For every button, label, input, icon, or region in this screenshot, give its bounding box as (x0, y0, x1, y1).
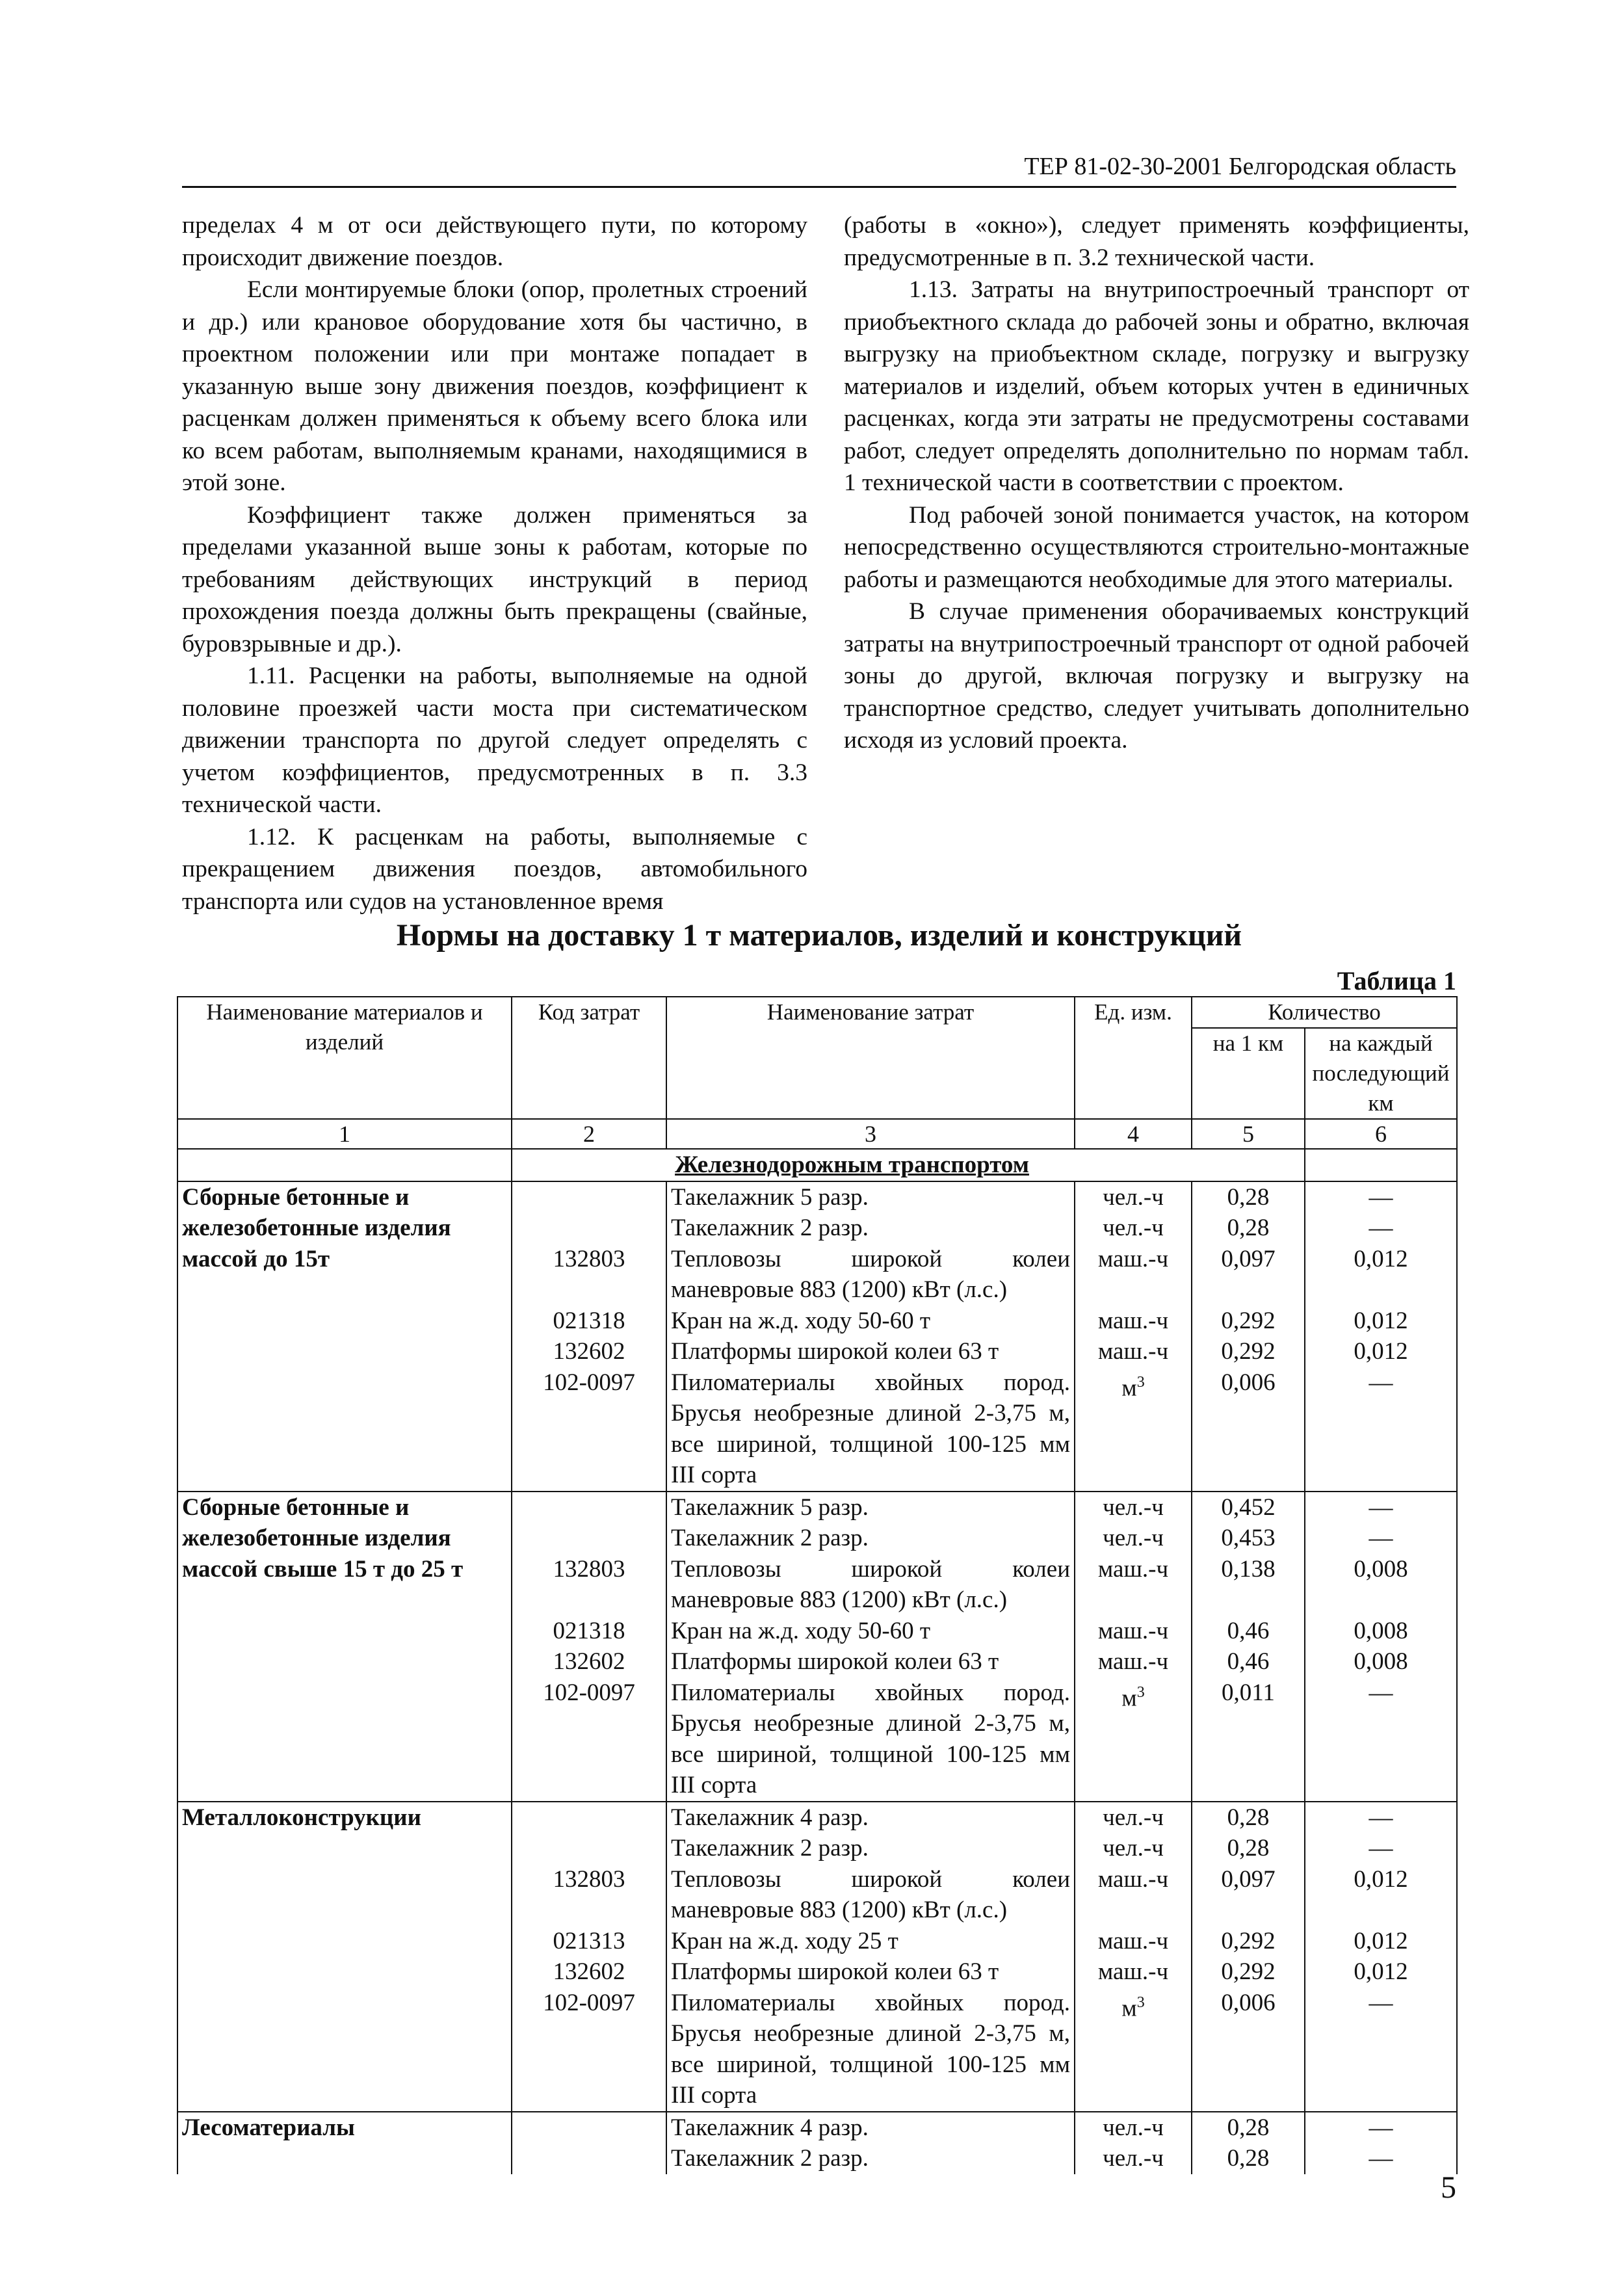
table-row (177, 1181, 1457, 1213)
quantity-first-km: 0,097 (1192, 1244, 1305, 1306)
cost-name: Платформы широкой колеи 63 т (666, 1956, 1075, 1988)
unit: маш.-ч (1075, 1554, 1192, 1616)
cost-code: 132803 (512, 1554, 666, 1616)
unit: чел.-ч (1075, 1523, 1192, 1554)
quantity-next-km: 0,012 (1305, 1306, 1457, 1337)
cost-name: Пиломатериалы хвойных пород. Брусья необрезные длиной 2-3,75 м, все шириной, толщиной 100-125 мм III сорта (666, 1988, 1075, 2112)
column-number: 1 (177, 1119, 512, 1149)
quantity-first-km: 0,452 (1192, 1492, 1305, 1523)
column-number: 3 (666, 1119, 1075, 1149)
quantity-next-km: 0,012 (1305, 1926, 1457, 1957)
unit: маш.-ч (1075, 1616, 1192, 1647)
paragraph: Если монтируемые блоки (опор, пролетных строений и др.) или крановое оборудование хотя бы частично, в проектном положении или при монтаже попадает в указанную выше зону движения поездов, коэффициент к расценкам должен применяться к объему всего блока или ко всем работам, выполняемым кранами, находящимися в этой зоне. (182, 276, 807, 496)
quantity-next-km: 0,012 (1305, 1244, 1457, 1306)
quantity-next-km: 0,012 (1305, 1336, 1457, 1367)
unit: чел.-ч (1075, 2143, 1192, 2174)
cost-code (512, 1213, 666, 1244)
unit-superscript: 3 (1136, 1993, 1145, 2011)
quantity-first-km: 0,097 (1192, 1864, 1305, 1926)
section-title: Железнодорожным транспортом (512, 1149, 1192, 1181)
cost-code: 132803 (512, 1244, 666, 1306)
cost-code: 021313 (512, 1926, 666, 1957)
quantity-first-km: 0,292 (1192, 1926, 1305, 1957)
table-body (177, 1149, 1457, 2174)
cost-code: 021318 (512, 1616, 666, 1647)
cost-name: Тепловозы широкой колеи маневровые 883 (1200) кВт (л.с.) (666, 1554, 1075, 1616)
table-caption: Таблица 1 (1337, 966, 1456, 995)
table-row (177, 1492, 1457, 1523)
unit-superscript: 3 (1136, 1683, 1145, 1701)
quantity-first-km: 0,28 (1192, 2112, 1305, 2144)
table-title: Нормы на доставку 1 т материалов, изделий и конструкций (396, 918, 1242, 953)
paragraph: 1.13. Затраты на внутрипостроечный транспорт от приобъектного склада до рабочей зоны и обратно, включая выгрузку на приобъектном складе, погрузку и выгрузку материалов и изделий, объем которых учтен в единичных расценках, когда эти затраты не предусмотрены составами работ, следует определять дополнительно по нормам табл. 1 технической части в соответствии с проектом. (844, 276, 1469, 496)
norms-table (177, 996, 1458, 2174)
cost-code (512, 1181, 666, 1213)
quantity-first-km: 0,28 (1192, 1213, 1305, 1244)
quantity-first-km: 0,292 (1192, 1336, 1305, 1367)
cost-code (512, 1833, 666, 1864)
column-number: 4 (1075, 1119, 1192, 1149)
paragraph: пределах 4 м от оси действующего пути, по которому происходит движение поездов. (182, 212, 807, 271)
quantity-next-km: — (1305, 1213, 1457, 1244)
cost-name: Тепловозы широкой колеи маневровые 883 (1200) кВт (л.с.) (666, 1244, 1075, 1306)
quantity-first-km: 0,453 (1192, 1523, 1305, 1554)
quantity-first-km: 0,011 (1192, 1677, 1305, 1802)
left-text-column (182, 209, 807, 917)
quantity-first-km: 0,46 (1192, 1646, 1305, 1677)
unit: маш.-ч (1075, 1646, 1192, 1677)
unit-superscript: 3 (1136, 1373, 1145, 1391)
cost-code: 132602 (512, 1336, 666, 1367)
quantity-first-km: 0,138 (1192, 1554, 1305, 1616)
quantity-next-km: 0,008 (1305, 1554, 1457, 1616)
cost-name: Такелажник 5 разр. (666, 1181, 1075, 1213)
column-number: 2 (512, 1119, 666, 1149)
quantity-next-km: — (1305, 2112, 1457, 2144)
unit: $м^3$ (1075, 1367, 1192, 1492)
unit: маш.-ч (1075, 1956, 1192, 1988)
header-material: Наименование материалов и изделий (177, 997, 512, 1119)
column-number: 5 (1192, 1119, 1305, 1149)
cost-code: 021318 (512, 1306, 666, 1337)
paragraph: (работы в «окно»), следует применять коэффициенты, предусмотренные в п. 3.2 технической части. (844, 212, 1469, 271)
header-title: ТЕР 81-02-30-2001 Белгородская область (1024, 153, 1456, 180)
quantity-first-km: 0,28 (1192, 2143, 1305, 2174)
right-text-column (844, 209, 1469, 757)
paragraph: В случае применения оборачиваемых конструкций затраты на внутрипостроечный транспорт от одной рабочей зоны до другой, включая погрузку и выгрузку на транспортное средство, следует учитывать дополнительно исходя из условий проекта. (844, 598, 1469, 754)
quantity-first-km: 0,46 (1192, 1616, 1305, 1647)
quantity-next-km: — (1305, 1492, 1457, 1523)
cost-name: Кран на ж.д. ходу 50-60 т (666, 1306, 1075, 1337)
unit: $м^3$ (1075, 1677, 1192, 1802)
material-name: Металлоконструкции (177, 1802, 512, 2112)
unit: чел.-ч (1075, 1802, 1192, 1834)
cost-code: 132602 (512, 1956, 666, 1988)
cost-name: Такелажник 2 разр. (666, 1213, 1075, 1244)
quantity-first-km: 0,292 (1192, 1956, 1305, 1988)
cost-name: Тепловозы широкой колеи маневровые 883 (1200) кВт (л.с.) (666, 1864, 1075, 1926)
unit: $м^3$ (1075, 1988, 1192, 2112)
quantity-first-km: 0,006 (1192, 1367, 1305, 1492)
unit: маш.-ч (1075, 1336, 1192, 1367)
cost-code (512, 1802, 666, 1834)
unit: чел.-ч (1075, 1833, 1192, 1864)
cost-name: Пиломатериалы хвойных пород. Брусья необрезные длиной 2-3,75 м, все шириной, толщиной 100-125 мм III сорта (666, 1367, 1075, 1492)
header-per-next-km: на каждый последующий км (1305, 1028, 1457, 1119)
quantity-next-km: — (1305, 1181, 1457, 1213)
cost-name: Кран на ж.д. ходу 50-60 т (666, 1616, 1075, 1647)
quantity-next-km: — (1305, 1523, 1457, 1554)
header-cost-name: Наименование затрат (666, 997, 1075, 1119)
section-row (177, 1149, 1457, 1181)
quantity-next-km: 0,008 (1305, 1646, 1457, 1677)
quantity-next-km: — (1305, 1802, 1457, 1834)
cost-name: Платформы широкой колеи 63 т (666, 1336, 1075, 1367)
cost-code: 132602 (512, 1646, 666, 1677)
cost-code: 102-0097 (512, 1988, 666, 2112)
unit: маш.-ч (1075, 1244, 1192, 1306)
quantity-next-km: 0,008 (1305, 1616, 1457, 1647)
column-number: 6 (1305, 1119, 1457, 1149)
quantity-next-km: — (1305, 1833, 1457, 1864)
unit: маш.-ч (1075, 1864, 1192, 1926)
quantity-next-km: — (1305, 1988, 1457, 2112)
page-number: 5 (1441, 2170, 1456, 2205)
quantity-first-km: 0,28 (1192, 1181, 1305, 1213)
cost-name: Кран на ж.д. ходу 25 т (666, 1926, 1075, 1957)
material-name: Сборные бетонные и железобетонные изделия массой до 15т (177, 1181, 512, 1492)
quantity-next-km: 0,012 (1305, 1956, 1457, 1988)
cost-name: Такелажник 4 разр. (666, 2112, 1075, 2144)
cost-code (512, 2112, 666, 2144)
cost-code: 102-0097 (512, 1677, 666, 1802)
header-per-first-km: на 1 км (1192, 1028, 1305, 1119)
cost-name: Такелажник 2 разр. (666, 1523, 1075, 1554)
quantity-next-km: — (1305, 1367, 1457, 1492)
paragraph: Коэффициент также должен применяться за пределами указанной выше зоны к работам, которые по требованиям действующих инструкций в период прохождения поезда должны быть прекращены (свайные, буровзрывные и др.). (182, 501, 807, 657)
cost-name: Пиломатериалы хвойных пород. Брусья необрезные длиной 2-3,75 м, все шириной, толщиной 100-125 мм III сорта (666, 1677, 1075, 1802)
header-unit: Ед. изм. (1075, 997, 1192, 1119)
cost-code: 102-0097 (512, 1367, 666, 1492)
material-name: Сборные бетонные и железобетонные изделия массой свыше 15 т до 25 т (177, 1492, 512, 1802)
unit: чел.-ч (1075, 1181, 1192, 1213)
cost-name: Такелажник 2 разр. (666, 2143, 1075, 2174)
paragraph: Под рабочей зоной понимается участок, на котором непосредственно осуществляются строительно-монтажные работы и размещаются необходимые для этого материалы. (844, 501, 1469, 593)
quantity-first-km: 0,28 (1192, 1802, 1305, 1834)
quantity-first-km: 0,006 (1192, 1988, 1305, 2112)
quantity-next-km: — (1305, 1677, 1457, 1802)
quantity-next-km: 0,012 (1305, 1864, 1457, 1926)
unit: чел.-ч (1075, 2112, 1192, 2144)
quantity-next-km: — (1305, 2143, 1457, 2174)
material-name: Лесоматериалы (177, 2112, 512, 2174)
quantity-first-km: 0,28 (1192, 1833, 1305, 1864)
cost-name: Такелажник 2 разр. (666, 1833, 1075, 1864)
cost-name: Такелажник 4 разр. (666, 1802, 1075, 1834)
cost-code (512, 1523, 666, 1554)
cost-code: 132803 (512, 1864, 666, 1926)
unit: чел.-ч (1075, 1492, 1192, 1523)
unit: маш.-ч (1075, 1926, 1192, 1957)
cost-code (512, 2143, 666, 2174)
cost-code (512, 1492, 666, 1523)
unit: чел.-ч (1075, 1213, 1192, 1244)
quantity-first-km: 0,292 (1192, 1306, 1305, 1337)
table-row (177, 1802, 1457, 1834)
cost-name: Платформы широкой колеи 63 т (666, 1646, 1075, 1677)
header-code: Код затрат (512, 997, 666, 1119)
page-header (182, 151, 1456, 188)
paragraph: 1.11. Расценки на работы, выполняемые на одной половине проезжей части моста при систематическом движении транспорта по другой следует определять с учетом коэффициентов, предусмотренных в п. 3.3 технической части. (182, 663, 807, 818)
unit: маш.-ч (1075, 1306, 1192, 1337)
header-quantity: Количество (1192, 997, 1457, 1028)
cost-name: Такелажник 5 разр. (666, 1492, 1075, 1523)
paragraph: 1.12. К расценкам на работы, выполняемые с прекращением движения поездов, автомобильного транспорта или судов на установленное время (182, 823, 807, 915)
column-numbers-row (177, 1119, 1457, 1149)
table-row (177, 2112, 1457, 2144)
